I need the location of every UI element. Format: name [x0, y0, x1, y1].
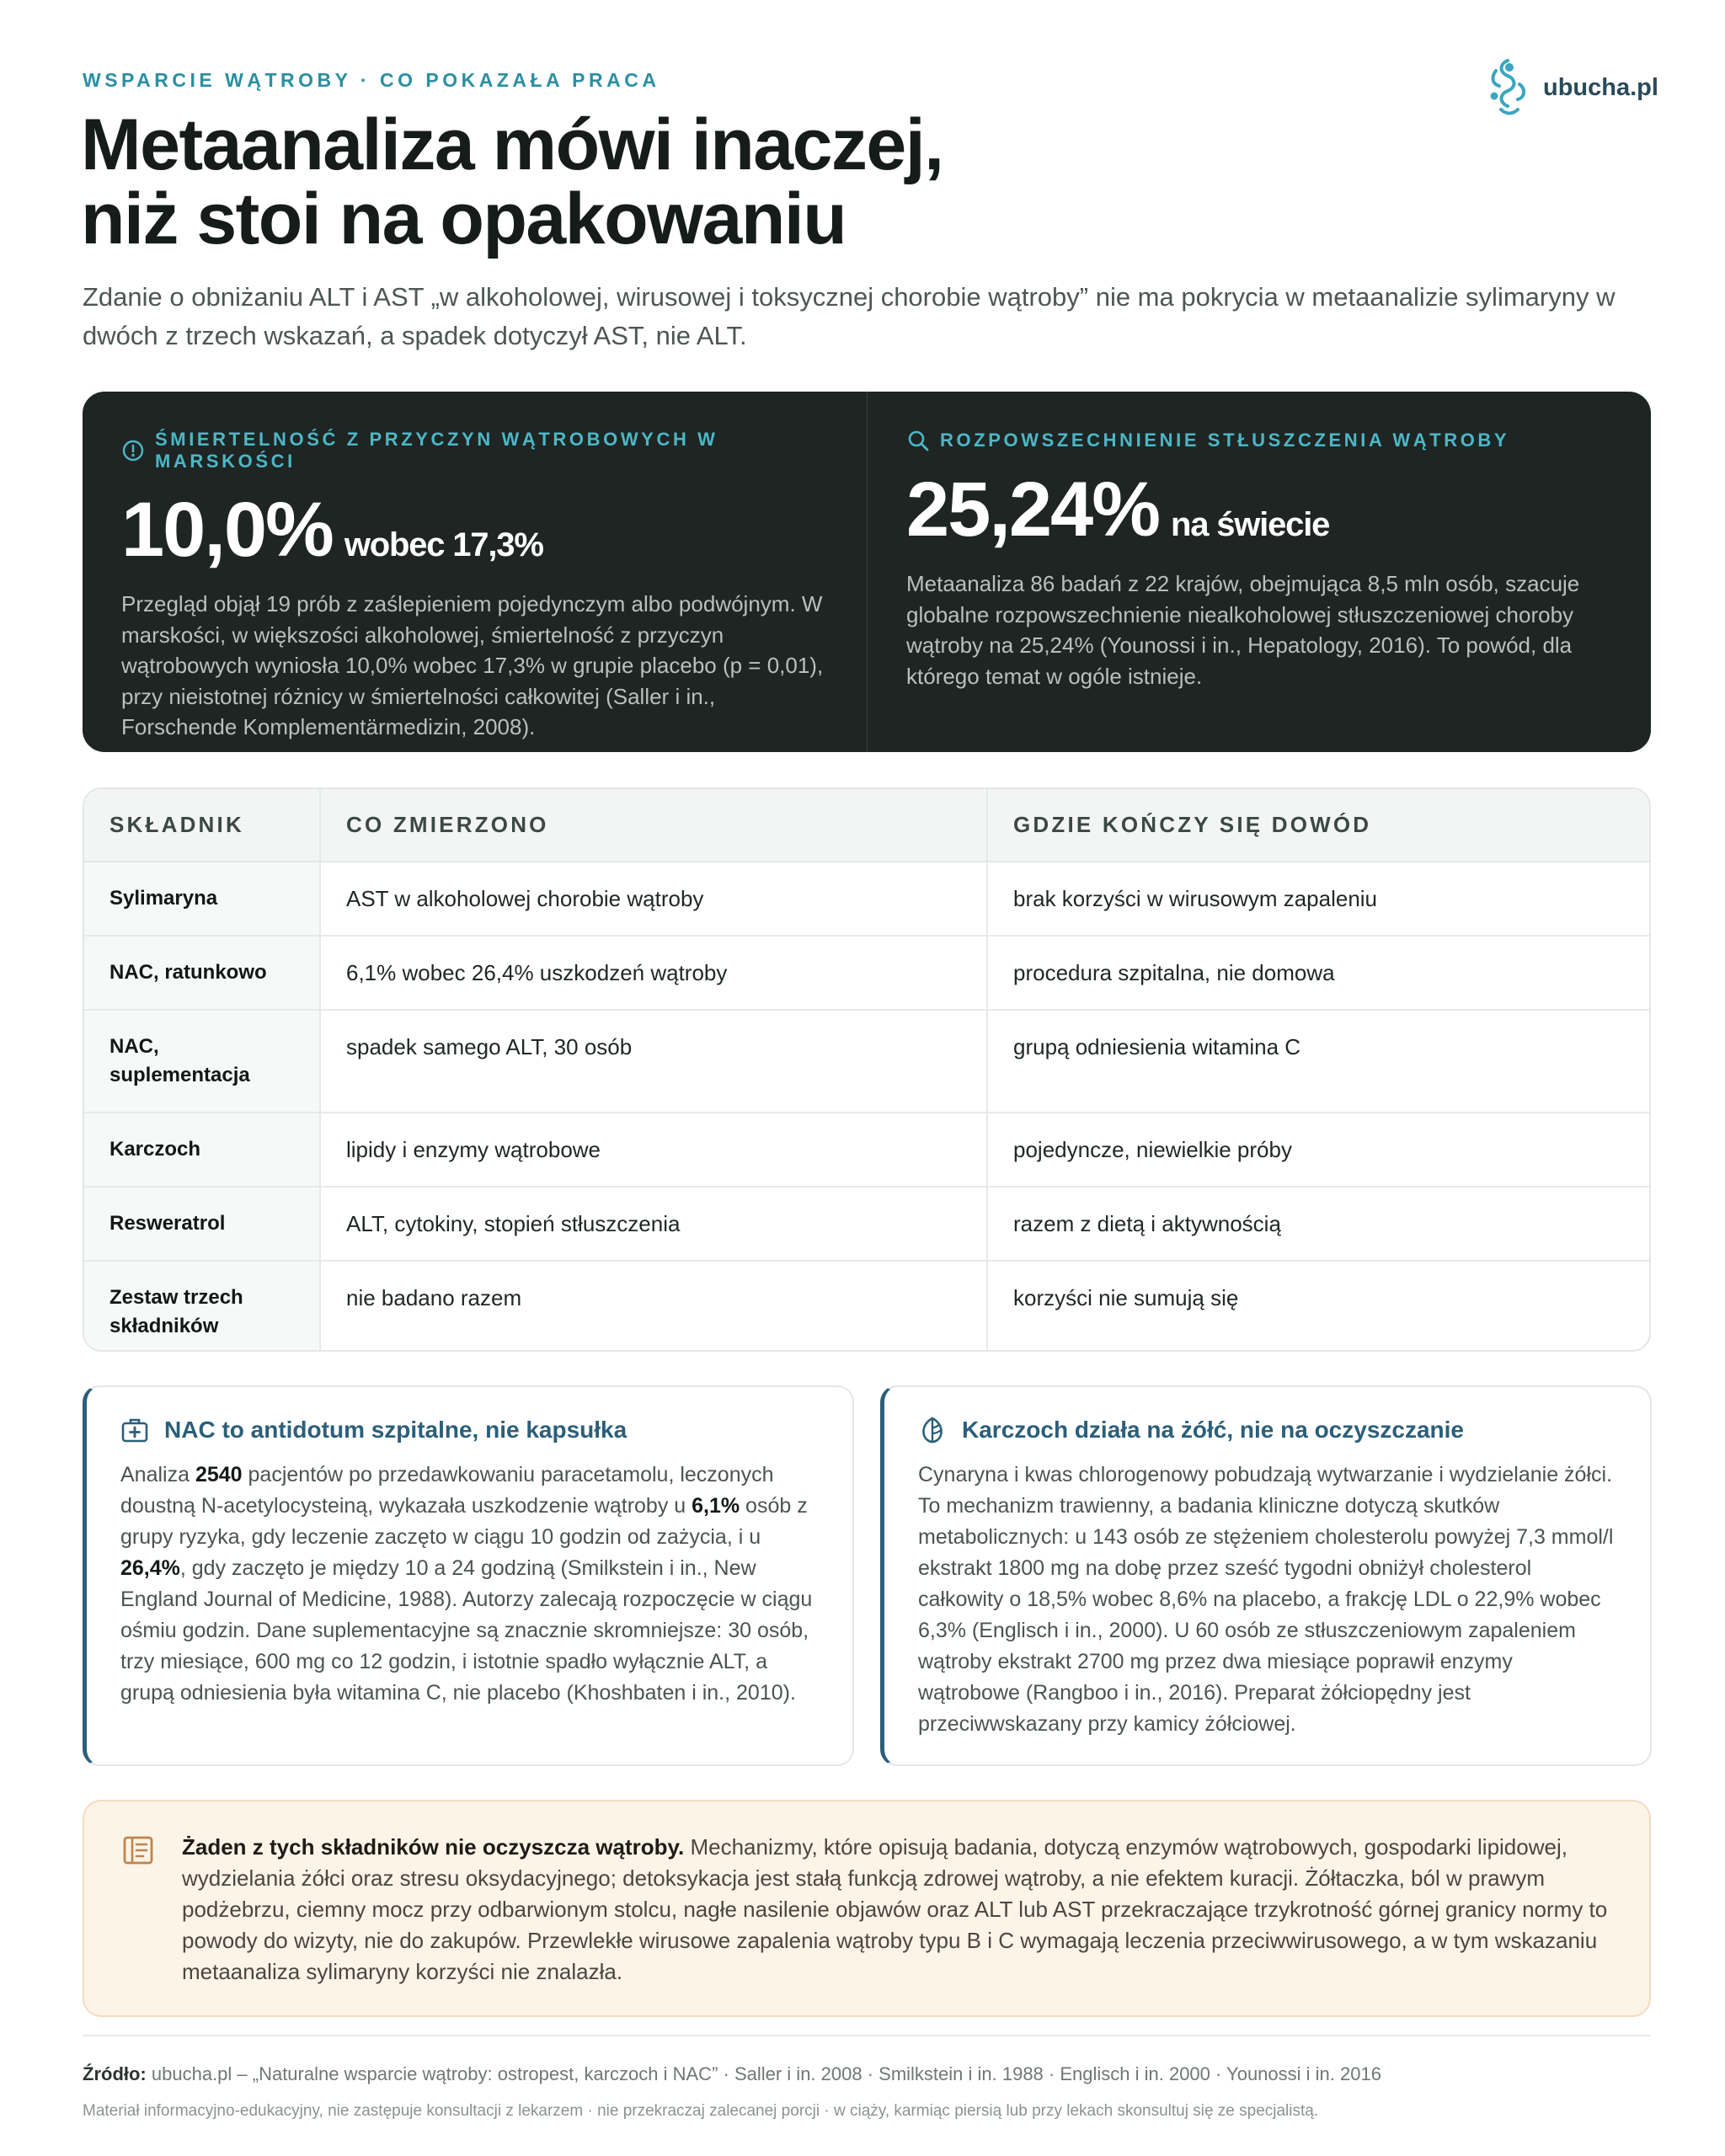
table-row — [84, 1010, 1649, 1113]
table-cell-measured: lipidy i enzymy wątrobowe — [320, 1113, 987, 1187]
table-cell-measured: spadek samego ALT, 30 osób — [320, 1010, 987, 1113]
table-cell-measured: 6,1% wobec 26,4% uszkodzeń wątroby — [320, 936, 987, 1010]
table-row — [84, 862, 1649, 936]
table-cell-ingredient: Resweratrol — [84, 1187, 320, 1261]
medical-kit-icon — [120, 1416, 149, 1444]
table-cell-limit: razem z dietą i aktywnością — [987, 1187, 1649, 1261]
note-lead: Żaden z tych składników nie oczyszcza wątroby. — [182, 1834, 685, 1860]
stat-mortality-label-text: ŚMIERTELNOŚĆ Z PRZYCZYN WĄTROBOWYCH W MARSKOŚCI — [155, 429, 718, 472]
search-icon — [906, 429, 930, 452]
column-header-limit: GDZIE KOŃCZY SIĘ DOWÓD — [987, 789, 1649, 862]
nac-card-body — [120, 1460, 822, 1709]
table-row — [84, 1113, 1649, 1187]
footer-divider — [83, 2035, 1651, 2036]
table-row — [84, 1187, 1649, 1261]
kombucha-logo-icon — [1484, 56, 1531, 120]
table-cell-ingredient: Sylimaryna — [84, 862, 320, 936]
table-cell-measured: ALT, cytokiny, stopień stłuszczenia — [320, 1187, 987, 1261]
nac-patients-count: 2540 — [195, 1463, 243, 1486]
nac-card-title: NAC to antidotum szpitalne, nie kapsułka — [164, 1417, 628, 1443]
table-cell-limit: pojedyncze, niewielkie próby — [987, 1113, 1649, 1187]
stats-panel — [83, 392, 1651, 752]
table-header-row — [84, 789, 1649, 862]
nac-text-4: , gdy zaczęto je między 10 a 24 godziną (Smilkstein i in., New England Journal of Medicine, 1988). Autorzy zalecają rozpoczęcie w ciągu ośmiu godzin. Dane suplementacyjne są znacznie skromniejsze: 30 osób, trzy miesiące, 600 mg co 12 godzin, i istotnie spadło wyłącznie ALT, a grupą odniesienia była witamina C, nie placebo (Khoshbaten i in., 2010). — [120, 1556, 813, 1705]
column-header-ingredient: SKŁADNIK — [84, 789, 320, 862]
stat-mortality — [83, 392, 868, 752]
stat-prevalence-big: 25,24% — [906, 467, 1160, 552]
table-row — [84, 936, 1649, 1010]
source-line — [83, 2063, 1381, 2085]
table-cell-measured: AST w alkoholowej chorobie wątroby — [320, 862, 987, 936]
nac-text-2: pacjentów po przedawkowaniu paracetamolu, leczonych doustną N‑acetylocysteiną, wykazała uszkodzenie wątroby u — [120, 1463, 774, 1518]
table-cell-limit: korzyści nie sumują się — [987, 1261, 1649, 1352]
column-header-measured: CO ZMIERZONO — [320, 789, 987, 862]
table-row — [84, 1261, 1649, 1352]
stat-mortality-body: Przegląd objął 19 prób z zaślepieniem pojedynczym albo podwójnym. W marskości, w większości alkoholowej, śmiertelność z przyczyn wątrobowych wyniosła 10,0% wobec 17,3% w grupie placebo (p = 0,01), przy nieistotnej różnicy w śmiertelności całkowitej (Saller i in., Forschende Komplementärmedizin, 2008). — [121, 591, 824, 739]
nac-card — [83, 1385, 854, 1766]
page-subtitle: Zdanie o obniżaniu ALT i AST „w alkoholowej, wirusowej i toksycznej chorobie wątroby” nie ma pokrycia w metaanalizie sylimaryny w dwóch z trzech wskazań, a spadek dotyczył AST, nie ALT. — [83, 282, 1616, 350]
table-cell-limit: procedura szpitalna, nie domowa — [987, 936, 1649, 1010]
source-text: ubucha.pl – „Naturalne wsparcie wątroby: ostropest, karczoch i NAC” · Saller i in. 2008 · Smilkstein i in. 1988 · Englisch i in. 2000 · Younossi i in. 2016 — [146, 2063, 1381, 2084]
brand-logo[interactable] — [1484, 56, 1658, 120]
artichoke-card — [880, 1385, 1652, 1766]
stat-prevalence-body: Metaanaliza 86 badań z 22 krajów, obejmująca 8,5 mln osób, szacuje globalne rozpowszechnienie niealkoholowej stłuszczeniowej choroby wątroby na 25,24% (Younossi i in., Hepatology, 2016). To powód, dla którego temat w ogóle istnieje. — [906, 571, 1580, 689]
title-line-1: Metaanaliza mówi inaczej, — [81, 104, 943, 185]
evidence-table — [83, 787, 1651, 1352]
eyebrow-label: WSPARCIE WĄTROBY · CO POKAZAŁA PRACA — [83, 69, 660, 91]
book-icon — [121, 1833, 155, 1867]
warning-note — [83, 1800, 1651, 2017]
brand-name: ubucha.pl — [1543, 73, 1658, 101]
table-cell-limit: grupą odniesienia witamina C — [987, 1010, 1649, 1113]
stat-mortality-value — [121, 488, 828, 572]
info-icon — [121, 439, 145, 462]
title-line-2: niż stoi na opakowaniu — [81, 179, 846, 259]
table-cell-ingredient: NAC, ratunkowo — [84, 936, 320, 1010]
stat-prevalence-value — [906, 467, 1612, 552]
stat-mortality-big: 10,0% — [121, 487, 333, 573]
page-title — [81, 104, 943, 259]
table-cell-ingredient: Zestaw trzech składników — [84, 1261, 320, 1352]
note-text — [182, 1832, 1612, 2015]
table-cell-measured: nie badano razem — [320, 1261, 987, 1352]
stat-mortality-compare: wobec 17,3% — [344, 526, 543, 563]
nac-early-rate: 6,1% — [692, 1494, 740, 1518]
table-cell-limit: brak korzyści w wirusowym zapaleniu — [987, 862, 1649, 936]
nac-text-3: osób z grupy ryzyka, gdy leczenie zaczęto w ciągu 10 godzin od zażycia, i u — [120, 1494, 808, 1549]
leaf-icon — [918, 1416, 947, 1444]
artichoke-card-body: Cynaryna i kwas chlorogenowy pobudzają wytwarzanie i wydzielanie żółci. To mechanizm trawienny, a badania kliniczne dotyczą skutków metabolicznych: u 143 osób ze stężeniem cholesterolu powyżej 7,3 mmol/l ekstrakt 1800 mg na dobę przez sześć tygodni obniżył cholesterol całkowity o 18,5% wobec 8,6% na placebo, a frakcję LDL o 22,9% wobec 6,3% (Englisch i in., 2000). U 60 osób ze stłuszczeniowym zapaleniem wątroby ekstrakt 2700 mg przez dwa miesiące poprawił enzymy wątrobowe (Rangboo i in., 2016). Preparat żółciopędny jest przeciwwskazany przy kamicy żółciowej. — [918, 1463, 1614, 1736]
stat-mortality-label — [121, 429, 828, 472]
stat-prevalence-compare: na świecie — [1171, 506, 1330, 543]
stat-prevalence — [868, 392, 1651, 752]
table-cell-ingredient: NAC, suplementacja — [84, 1010, 320, 1113]
nac-late-rate: 26,4% — [120, 1556, 180, 1580]
source-label: Źródło: — [83, 2063, 147, 2084]
artichoke-card-header — [918, 1416, 1620, 1444]
stat-prevalence-label-text: ROZPOWSZECHNIENIE STŁUSZCZENIA WĄTROBY — [940, 430, 1510, 451]
artichoke-card-title: Karczoch działa na żółć, nie na oczyszczanie — [962, 1417, 1464, 1443]
disclaimer: Materiał informacyjno‑edukacyjny, nie zastępuje konsultacji z lekarzem · nie przekraczaj zalecanej porcji · w ciąży, karmiąc piersią lub przy lekach skonsultuj się ze specjalistą. — [83, 2102, 1319, 2120]
table-cell-ingredient: Karczoch — [84, 1113, 320, 1187]
note-body: Mechanizmy, które opisują badania, dotyczą enzymów wątrobowych, gospodarki lipidowej, wydzielania żółci oraz stresu oksydacyjnego; detoksykacja jest stałą funkcją zdrowej wątroby, a nie efektem kuracji. Żółtaczka, ból w prawym podżebrzu, ciemny mocz przy odbarwionym stolcu, nagłe nasilenie objawów oraz ALT lub AST przekraczające trzykrotność górnej granicy normy to powody do wizyty, nie do zakupów. Przewlekłe wirusowe zapalenia wątroby typu B i C wymagają leczenia przeciwwirusowego, a w tym wskazaniu metaanaliza sylimaryny korzyści nie znalazła. — [182, 1834, 1608, 1984]
stat-prevalence-label — [906, 429, 1612, 452]
nac-text-1: Analiza — [120, 1463, 195, 1486]
nac-card-header — [120, 1416, 822, 1444]
